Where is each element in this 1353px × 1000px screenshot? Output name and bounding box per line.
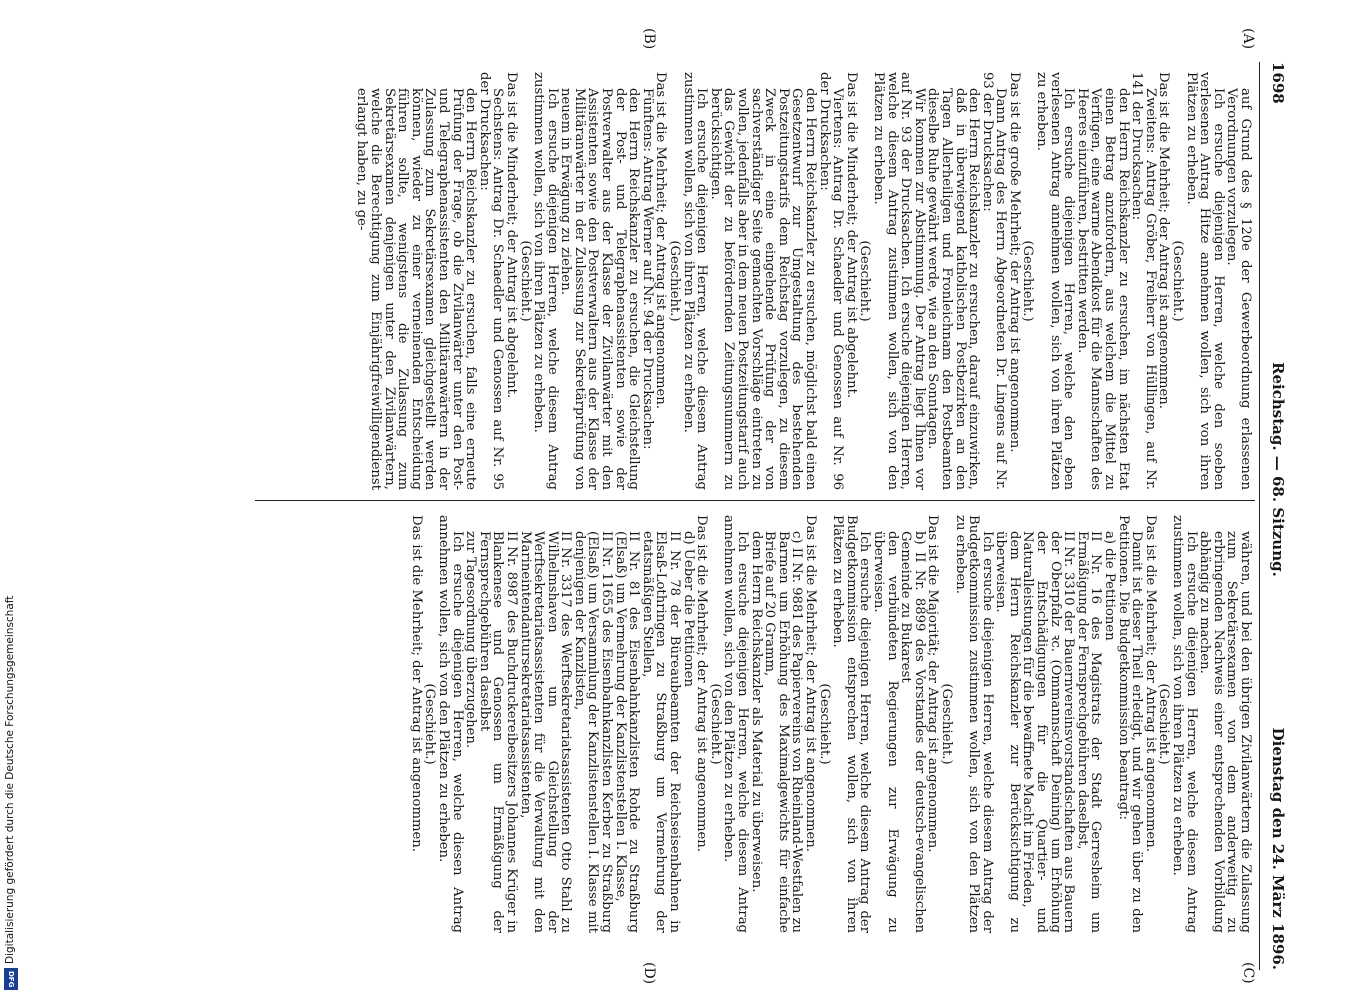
paragraph: Viertens: Antrag Dr. Schaedler und Genossen auf Nr. 96 der Drucksachen: (816, 72, 846, 490)
paragraph: (Geschieht.) (422, 683, 438, 765)
right-column (409, 515, 1252, 933)
paragraph: (Geschieht.) (1170, 240, 1186, 322)
header-title: Reichstag. — 68. Sitzung. (1269, 362, 1287, 577)
paragraph: Das ist die Mehrheit; der Antrag ist angenommen. (408, 515, 424, 852)
paragraph: II Nr. 3310 der Bauernvereinsvorstandschaften aus Bauern der Oberpfalz ꝛc. (Ommannschaft Deining) um Erhöhung der Entschädigungen für die Quartier- und Naturalleistungen für die bewaffnete Macht im Frieden, (1020, 531, 1077, 933)
paragraph: Ich ersuche diejenigen Herren, welche diesem Antrag zustimmen wollen, sich von ihren Plätzen zu erheben. (531, 72, 560, 490)
paragraph: Ich ersuche diejenigen Herren, welche diesen Antrag annehmen wollen, sich von den Plätzen zu erheben. (435, 515, 465, 933)
paragraph: II Nr. 16 des Magistrats der Stadt Gerresheim um Ermäßigung der Fernsprechgebühren daselbst, (1074, 531, 1104, 933)
paragraph: (Geschieht.) (517, 240, 533, 322)
paragraph: (Geschieht.) (1020, 240, 1036, 322)
margin-letter-b: (B) (641, 28, 657, 50)
paragraph: (Geschieht.) (857, 240, 873, 322)
paragraph: b) II Nr. 8899 des Vorstandes der deutsch-evangelischen Gemeinde zu Bukarest (898, 531, 927, 933)
paragraph: Fünftens: Antrag Werner auf Nr. 94 der Drucksachen: (639, 88, 655, 450)
paragraph: II Nr. 8987 des Buchdruckereibesitzers Johannes Krüger in Blankenese und Genossen um Ermäßigung der Fernsprechgebühren daselbst (476, 531, 519, 933)
paragraph: (Geschieht.) (1156, 683, 1172, 765)
paragraph: Das ist die große Mehrheit; der Antrag ist angenommen. (1006, 72, 1022, 453)
paragraph: (Geschieht.) (816, 683, 832, 765)
paragraph: währen, und bei den übrigen Zivilanwärtern die Zulassung zum Sekretärsexamen von dem anderweitig zu erbringenden Nachweis einer entsprechenden Vorbildung abhängig zu machen. (1197, 531, 1253, 933)
paragraph: dem Herrn Reichskanzler zur Berücksichtigung zu überweisen. (993, 531, 1022, 933)
paragraph: (Geschieht.) (667, 240, 683, 322)
paragraph: Wir kommen zur Abstimmung. Der Antrag liegt Ihnen vor auf Nr. 93 der Drucksachen. Ich ersuche diejenigen Herren, welche diesem Antrag zustimmen wollen, sich von den Plätzen zu erheben. (870, 72, 927, 490)
paragraph: auf Grund des § 120e der Gewerbeordnung erlassenen Verordnungen vorzulegen. (1224, 88, 1253, 490)
paragraph: Ich ersuche diejenigen Herren, welche diesem Antrag der Budgetkommission zustimmen wollen, sich von den Plätzen zu erheben. (952, 515, 995, 933)
paragraph: den Herrn Reichskanzler zu ersuchen, die Gleichstellung der Post- und Telegraphenassistenten sowie der Postverwalter aus der Klasse der Zivilanwärter mit den Assistenten sowie den Postverwaltern aus der Klasse der Militäranwärter in der Zulassung zur Sekretärprüfung von neuem in Erwägung zu ziehen. (558, 88, 642, 490)
paragraph: den Herrn Reichskanzler zu ersuchen, darauf einzuwirken, daß in überwiegend katholischen Postbezirken an den Tagen Allerheiligen und Fronleichnam den Postbeamten dieselbe Ruhe gewährt werde, wie an den Sonntagen. (925, 88, 982, 490)
paragraph: Das ist die Minderheit; der Antrag ist abgelehnt. (843, 72, 859, 399)
paragraph: a) die Petitionen (1102, 531, 1118, 641)
margin-letter-c: (C) (1240, 962, 1256, 984)
paragraph: Das ist die Mehrheit; der Antrag ist angenommen. (653, 72, 669, 409)
header-date: Dienstag den 24. März 1896. (1269, 727, 1287, 970)
paragraph: Ich ersuche diejenigen Herren, welche den soeben verlesenen Antrag Hitze annehmen wollen, sich von ihren Plätzen zu erheben. (1183, 72, 1226, 490)
paragraph: Ich ersuche diejenigen Herren, welche diesem Antrag zustimmen wollen, sich von ihren Plätzen zu erheben. (1170, 515, 1199, 933)
credit-text: Digitalisierung gefördert durch die Deutsche Forschungsgemeinschaft (4, 595, 16, 964)
dfg-logo: DFG (4, 968, 18, 990)
paragraph: Ich ersuche diejenigen Herren, welche diesem Antrag der Budgetkommission entsprechen wollen, sich von ihren Plätzen zu erheben. (830, 515, 873, 933)
paragraph: Das ist die Majorität; der Antrag ist angenommen. (925, 515, 941, 853)
paragraph: (Geschieht.) (938, 683, 954, 765)
paragraph: dem Herrn Reichskanzler als Material zu überweisen. (748, 531, 764, 893)
paragraph: Dann Antrag des Herrn Abgeordneten Dr. Lingens auf Nr. 93 der Drucksachen: (979, 72, 1009, 490)
margin-letter-d: (D) (641, 962, 657, 985)
paragraph: II Nr. 81 des Eisenbahnkanzlisten Rohde zu Straßburg (Elsaß) um Vermehrung der Kanzlistenstellen I. Klasse, (612, 531, 642, 933)
paragraph: den Herrn Reichskanzler zu ersuchen, im nächsten Etat einen Betrag anzufordern, aus welchem die Mittel zu Verfügen, eine warme Abendkost für die Mannschaften des Heeres einzuführen, bestritten werden. (1074, 88, 1131, 490)
paragraph: zur Tagesordnung überzugehen. (463, 531, 479, 749)
paragraph: Zweitens: Antrag Gröber, Freiherr von Hüllingen, auf Nr. 141 der Drucksachen: (1129, 72, 1158, 490)
paragraph: Das ist die Mehrheit; der Antrag ist angenommen. (1142, 515, 1158, 852)
paragraph: d) Ueber die Petitionen (680, 531, 696, 687)
paragraph: Sechstens: Antrag Dr. Schaedler und Genossen auf Nr. 95 der Drucksachen: (476, 72, 506, 490)
digitization-credit (4, 4, 18, 994)
page-number: 1698 (1269, 62, 1287, 104)
left-column (355, 72, 1252, 490)
paragraph: Das ist die Mehrheit; der Antrag ist angenommen. (1156, 72, 1172, 409)
paragraph: Das ist die Mehrheit; der Antrag ist angenommen. (694, 515, 710, 852)
running-head (1262, 62, 1287, 970)
paragraph: Ich ersuche diejenigen Herren, welche diesem Antrag annehmen wollen, sich von den Plätzen zu erheben. (721, 515, 751, 933)
paragraph: den Herrn Reichskanzler zu ersuchen, möglichst bald einen Gesetzentwurf zur Umgestaltung des bestehenden Postzeitungstarifs dem Reichstag vorzulegen, zu diesem Zweck in eine eingehende Prüfung der von sachverständiger Seite gemachten Vorschläge eintreten zu wollen, jedenfalls aber in dem neuen Postzeitungstarif auch das Gewicht der zu befördernden Zeitungsnummern zu berücksichtigen. (707, 88, 818, 490)
paragraph: II Nr. 3317 des Werftsekretariatsassistenten Otto Stahl zu Wilhelmshaven um Gleichstellung der Werftsekretariatsassistenten für die Verwaltung mit den Marineintendantursekretariatsassistenten, (517, 531, 574, 933)
paragraph: II Nr. 78 der Büreaubeamten der Reichseisenbahnen in Elsaß-Lothringen zu Straßburg um Vermehrung der etatsmäßigen Stellen, (639, 531, 683, 933)
paragraph: c) II Nr. 9881 des Papiervereins von Rheinland-Westfalen zu Barmen um Erhöhung des Maximalgewichts für einfache Briefe auf 20 Gramm, (762, 531, 805, 934)
header-rule (1259, 62, 1260, 970)
paragraph: Damit ist dieser Theil erledigt, und wir gehen über zu den Petitionen. Die Budgetkommission beantragt: (1115, 515, 1145, 933)
margin-letter-a: (A) (1240, 28, 1256, 50)
paragraph: Ich ersuche diejenigen Herren, welche den eben verlesenen Antrag annehmen wollen, sich von ihren Plätzen zu erheben. (1034, 72, 1077, 490)
paragraph: den verbündeten Regierungen zur Erwägung zu überweisen. (870, 531, 900, 933)
paragraph: (Geschieht.) (707, 683, 723, 765)
paragraph: II Nr. 11655 des Eisenbahnkanzlisten Kerber zu Straßburg (Elsaß) um Versammlung der Kanzlistenstellen I. Klasse mit denjenigen der Kanzlisten, (571, 531, 615, 933)
column-divider (255, 500, 1255, 501)
paragraph: den Herrn Reichskanzler zu ersuchen, falls eine erneute Prüfung der Frage, ob die Zivilanwärter unter den Post- und Telegraphenassistenten den Militäranwärtern in der Zulassung zum Sekretärsexamen gleichgestellt werden können, wieder zu einer verneinenden Entscheidung führen sollte, wenigstens die Zulassung zum Sekretärsexamen denjenigen unter den Zivilanwärtern, welche die Berechtigung zum Einjährigfreiwilligendienst erlangt haben, zu ge- (354, 88, 479, 490)
paragraph: Ich ersuche diejenigen Herren, welche diesem Antrag zustimmen wollen, sich von ihren Plätzen zu erheben. (680, 72, 710, 490)
paragraph: Das ist die Mehrheit; der Antrag ist angenommen. (803, 515, 818, 852)
paragraph: Das ist die Minderheit; der Antrag ist abgelehnt. (503, 72, 519, 399)
